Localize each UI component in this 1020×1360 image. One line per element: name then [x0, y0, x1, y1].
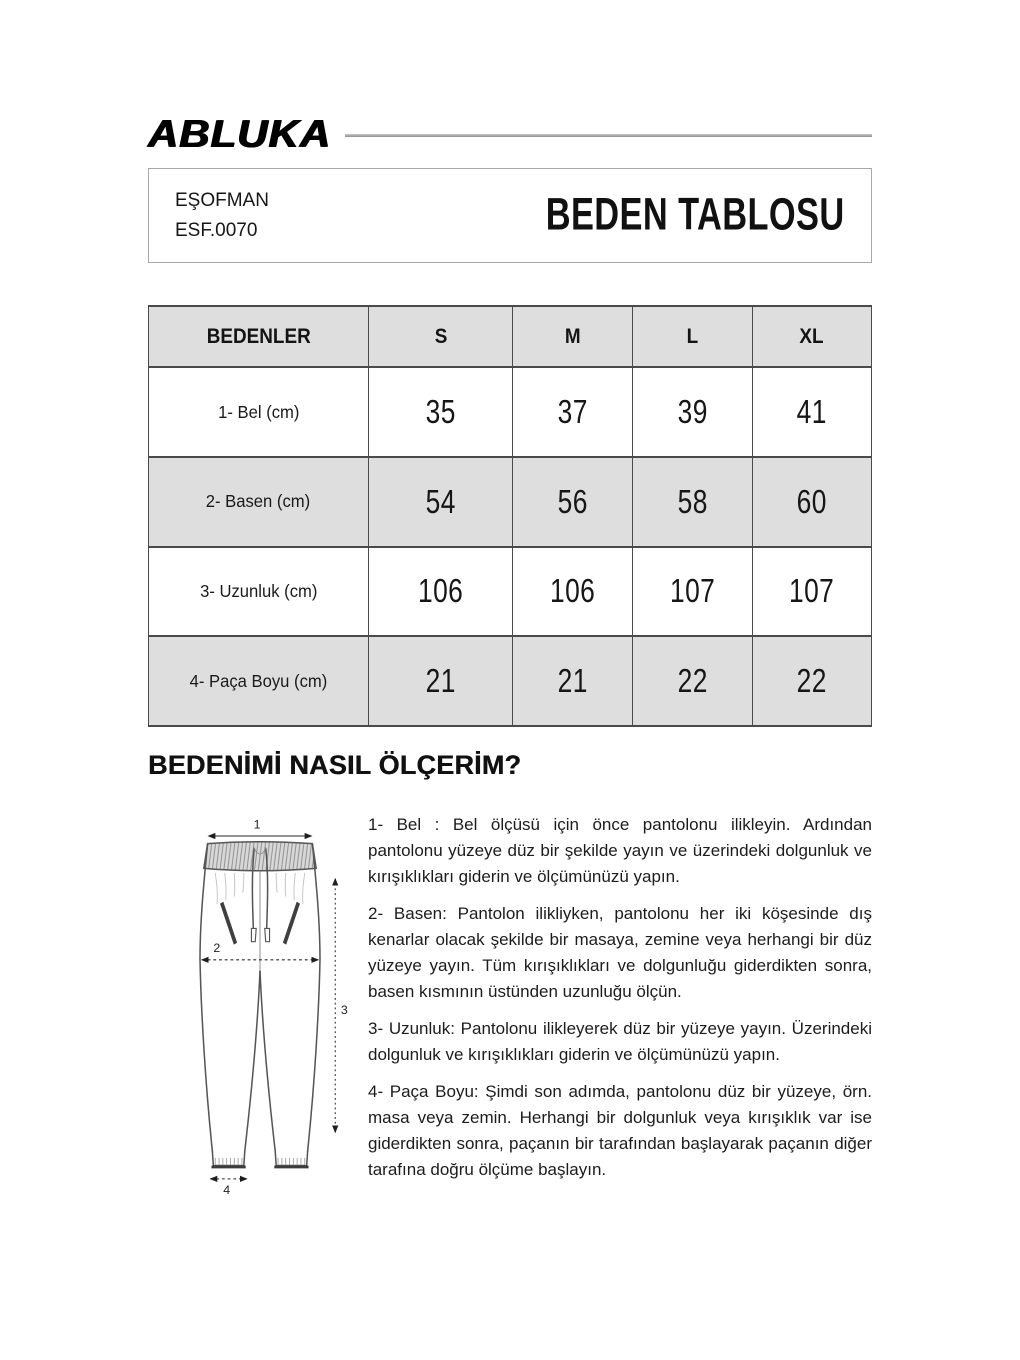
table-row-paca-boyu — [149, 636, 872, 726]
column-header-s: S — [368, 306, 513, 367]
instruction-paca-boyu: 4- Paça Boyu: Şimdi son adımda, pantolonu düz bir yüzeye, örn. masa veya zemin. Herhangi bir dolgunluk veya kırışıklık var ise giderdikten sonra, paçanın bir tarafından başlayarak paçanın diğer tarafına doğru ölçüme başlayın. — [368, 1082, 872, 1179]
column-header-xl: XL — [752, 306, 871, 367]
dim-label-2: 2 — [213, 941, 221, 956]
cell-value: 21 — [368, 636, 513, 726]
table-row-bel — [149, 367, 872, 457]
cell-value: 22 — [633, 636, 752, 726]
table-row-basen — [149, 457, 872, 547]
cell-value: 39 — [633, 367, 752, 457]
cell-value: 107 — [633, 547, 752, 637]
dim-label-3: 3 — [340, 1003, 348, 1018]
cell-value: 106 — [368, 547, 513, 637]
measure-heading: BEDENİMİ NASIL ÖLÇERİM? — [148, 750, 522, 780]
pants-measurement-diagram-icon — [160, 816, 360, 1197]
product-code: ESF.0070 — [175, 219, 258, 241]
product-info — [175, 186, 269, 246]
header-logo-row — [148, 111, 872, 156]
row-label: 2- Basen (cm) — [149, 457, 369, 547]
cell-value: 58 — [633, 457, 752, 547]
cell-value: 35 — [368, 367, 513, 457]
cell-value: 41 — [752, 367, 871, 457]
row-label: 4- Paça Boyu (cm) — [149, 636, 369, 726]
column-header-bedenler: BEDENLER — [149, 306, 369, 367]
cell-value: 106 — [513, 547, 633, 637]
row-label: 1- Bel (cm) — [149, 367, 369, 457]
table-row-uzunluk — [149, 547, 872, 637]
pants-diagram — [148, 812, 368, 1202]
size-table — [148, 305, 872, 727]
header-rule — [345, 134, 872, 137]
instruction-bel: 1- Bel : Bel ölçüsü için önce pantolonu ilikleyin. Ardından pantolonu yüzeye düz bir şekilde yayın ve üzerindeki dolgunluk ve kırışıklıkları giderin ve ölçümünüzü yapın. — [368, 815, 872, 886]
page-title: BEDEN TABLOSU — [546, 189, 845, 241]
cell-value: 107 — [752, 547, 871, 637]
cell-value: 54 — [368, 457, 513, 547]
column-header-m: M — [513, 306, 633, 367]
cell-value: 56 — [513, 457, 633, 547]
instruction-uzunluk: 3- Uzunluk: Pantolonu ilikleyerek düz bir yüzeye yayın. Üzerindeki dolgunluk ve kırışıklıkları giderin ve ölçümünüzü yapın. — [368, 1019, 872, 1064]
cell-value: 37 — [513, 367, 633, 457]
product-name: EŞOFMAN — [175, 189, 269, 211]
dim-label-1: 1 — [253, 817, 261, 832]
row-label: 3- Uzunluk (cm) — [149, 547, 369, 637]
cell-value: 21 — [513, 636, 633, 726]
table-header-row — [149, 306, 872, 367]
instruction-basen: 2- Basen: Pantolon ilikliyken, pantolonu her iki köşesinde dış kenarlar olacak şekilde bir masaya, zemine veya herhangi bir düz yüzeye yayın. Tüm kırışıklıkları ve dolgunluğu giderdikten sonra, basen kısmının üstünden uzunluğu ölçün. — [368, 904, 872, 1001]
brand-logo: ABLUKA — [148, 111, 332, 156]
dim-label-4: 4 — [223, 1183, 231, 1197]
cell-value: 60 — [752, 457, 871, 547]
measure-instructions — [368, 812, 872, 1202]
title-box — [148, 168, 872, 263]
column-header-l: L — [633, 306, 752, 367]
measure-row — [148, 812, 872, 1202]
cell-value: 22 — [752, 636, 871, 726]
